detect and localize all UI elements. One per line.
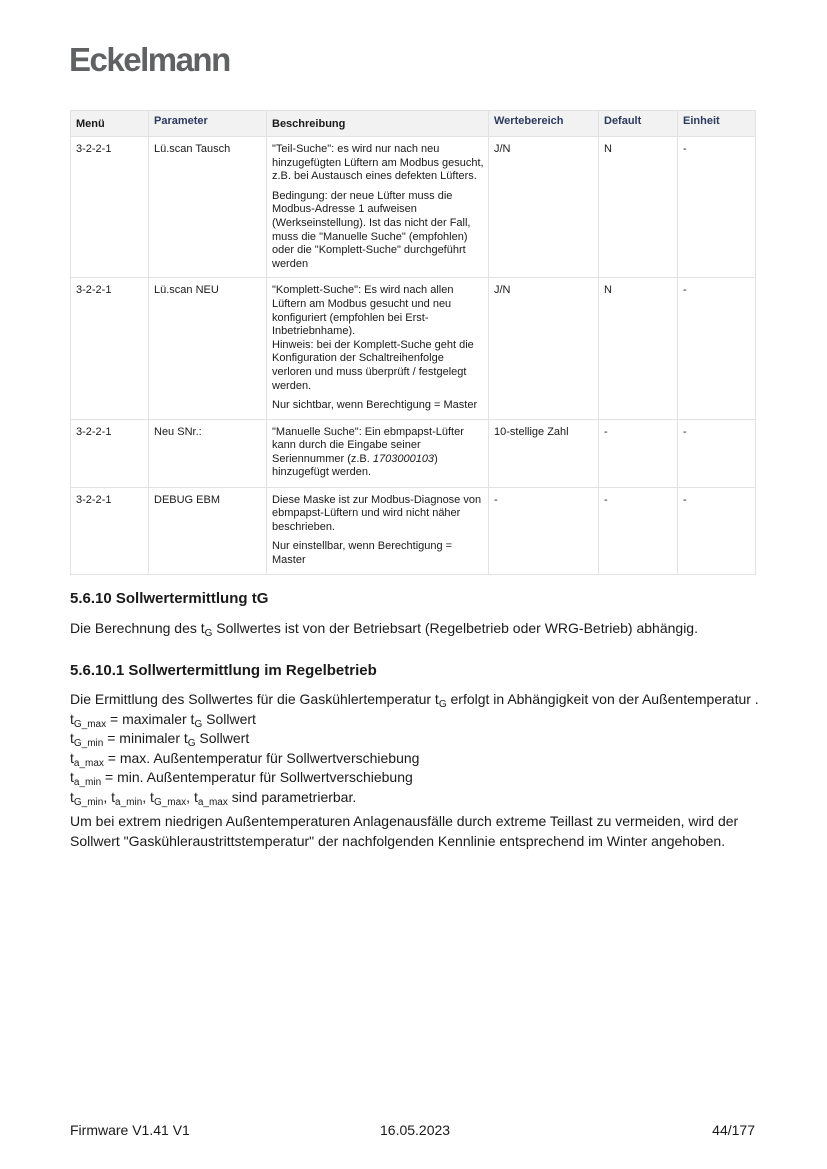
desc-text: Hinweis: bei der Komplett-Suche geht die Konfiguration der Schaltreihenfolge verloren und muss überprüft / festgelegt werden. — [272, 338, 474, 392]
table-row — [71, 487, 756, 574]
header-parameter: Parameter — [149, 111, 267, 137]
cell-menu: 3-2-2-1 — [71, 487, 149, 574]
cell-description — [267, 137, 489, 278]
serial-example: 1703000103 — [372, 452, 435, 465]
desc-text: Bedingung: der neue Lüfter muss die Modbus-Adresse 1 aufweisen (Werkseinstellung). Ist das nicht der Fall, muss die "Manuelle Suche" (empfohlen) oder die "Komplett-Suche" durchgeführt werden — [272, 189, 471, 270]
table-header — [71, 111, 756, 137]
desc-text: Nur sichtbar, wenn Berechtigung = Master — [272, 399, 478, 412]
cell-parameter: Lü.scan Tausch — [149, 137, 267, 278]
cell-default: N — [599, 137, 678, 278]
desc-text: Nur einstellbar, wenn Berechtigung = Master — [272, 540, 453, 567]
cell-description — [267, 278, 489, 419]
cell-parameter: Lü.scan NEU — [149, 278, 267, 419]
cell-unit: - — [678, 419, 756, 487]
desc-text: Diese Maske ist zur Modbus-Diagnose von ebmpapst-Lüftern und wird nicht näher beschrieben. — [272, 493, 482, 533]
desc-text: "Teil-Suche": es wird nur nach neu hinzugefügten Lüftern am Modbus gesucht, z.B. bei Austausch eines defekten Lüfters. — [272, 143, 484, 183]
section-heading: 5.6.10 Sollwertermittlung tG — [70, 590, 269, 607]
header-wertebereich: Wertebereich — [489, 111, 599, 137]
desc-text: "Manuelle Suche": Ein ebmpapst-Lüfter kann durch die Eingabe seiner Seriennummer (z.B. — [272, 425, 464, 465]
cell-menu: 3-2-2-1 — [71, 137, 149, 278]
footer-date: 16.05.2023 — [380, 1122, 451, 1138]
cell-default: N — [599, 278, 678, 419]
cell-default: - — [599, 487, 678, 574]
paragraph: Um bei extrem niedrigen Außentemperaturen Anlagenausfälle durch extreme Teillast zu vermeiden, wird der Sollwert "Gaskühleraustrittstemperatur" der nachfolgenden Kennlinie entsprechend im Winter angehoben. — [70, 813, 739, 849]
line: $t_{G\_max}$ = maximaler $t_G$ Sollwert — [70, 710, 256, 730]
table-row — [71, 278, 756, 419]
cell-parameter: Neu SNr.: — [149, 419, 267, 487]
cell-default: - — [599, 419, 678, 487]
cell-description — [267, 487, 489, 574]
line: $t_{a\_min} = \min$. Außentemperatur für Sollwertverschiebung — [70, 769, 413, 788]
table-row — [71, 137, 756, 278]
definitions — [70, 690, 760, 851]
desc-text: ) hinzugefügt werden. — [272, 452, 438, 479]
footer-page: 44/177 — [712, 1122, 755, 1138]
header-beschreibung: Beschreibung — [267, 111, 489, 137]
line: Die Ermittlung des Sollwertes für die Gaskühlertemperatur $t_G$ erfolgt in Abhängigkeit von der Außentemperatur . — [70, 691, 759, 710]
header-einheit: Einheit — [678, 111, 756, 137]
header-menu: Menü — [71, 111, 149, 137]
parameter-table — [70, 110, 756, 575]
cell-unit: - — [678, 137, 756, 278]
cell-description — [267, 419, 489, 487]
logo: Eckelmann — [69, 41, 230, 78]
cell-parameter: DEBUG EBM — [149, 487, 267, 574]
line: $t_{G\_min}$ = minimaler $t_G$ Sollwert — [70, 730, 250, 749]
desc-text: "Komplett-Suche": Es wird nach allen Lüftern am Modbus gesucht und neu konfiguriert (empfohlen bei Erst-Inbetriebnhame). — [272, 284, 454, 338]
subsection-heading: 5.6.10.1 Sollwertermittlung im Regelbetrieb — [70, 662, 377, 679]
cell-range: J/N — [489, 278, 599, 419]
footer-version: Firmware V1.41 V1 — [70, 1122, 190, 1138]
line: $t_{G\_min}$, $t_{a\_min}$, $t_{G\_max}$, $t_{a\_max}$ sind parametrierbar. — [70, 788, 357, 808]
paragraph: Die Berechnung des $t_G$ Sollwertes ist von der Betriebsart (Regelbetrieb oder WRG-Betrieb) abhängig. — [70, 620, 698, 639]
cell-range: J/N — [489, 137, 599, 278]
header-default: Default — [599, 111, 678, 137]
cell-unit: - — [678, 487, 756, 574]
table-row — [71, 419, 756, 487]
cell-unit: - — [678, 278, 756, 419]
cell-range: - — [489, 487, 599, 574]
cell-menu: 3-2-2-1 — [71, 278, 149, 419]
cell-menu: 3-2-2-1 — [71, 419, 149, 487]
line: $t_{a\_max} = \max$. Außentemperatur für Sollwertverschiebung — [70, 749, 420, 769]
cell-range: 10-stellige Zahl — [489, 419, 599, 487]
